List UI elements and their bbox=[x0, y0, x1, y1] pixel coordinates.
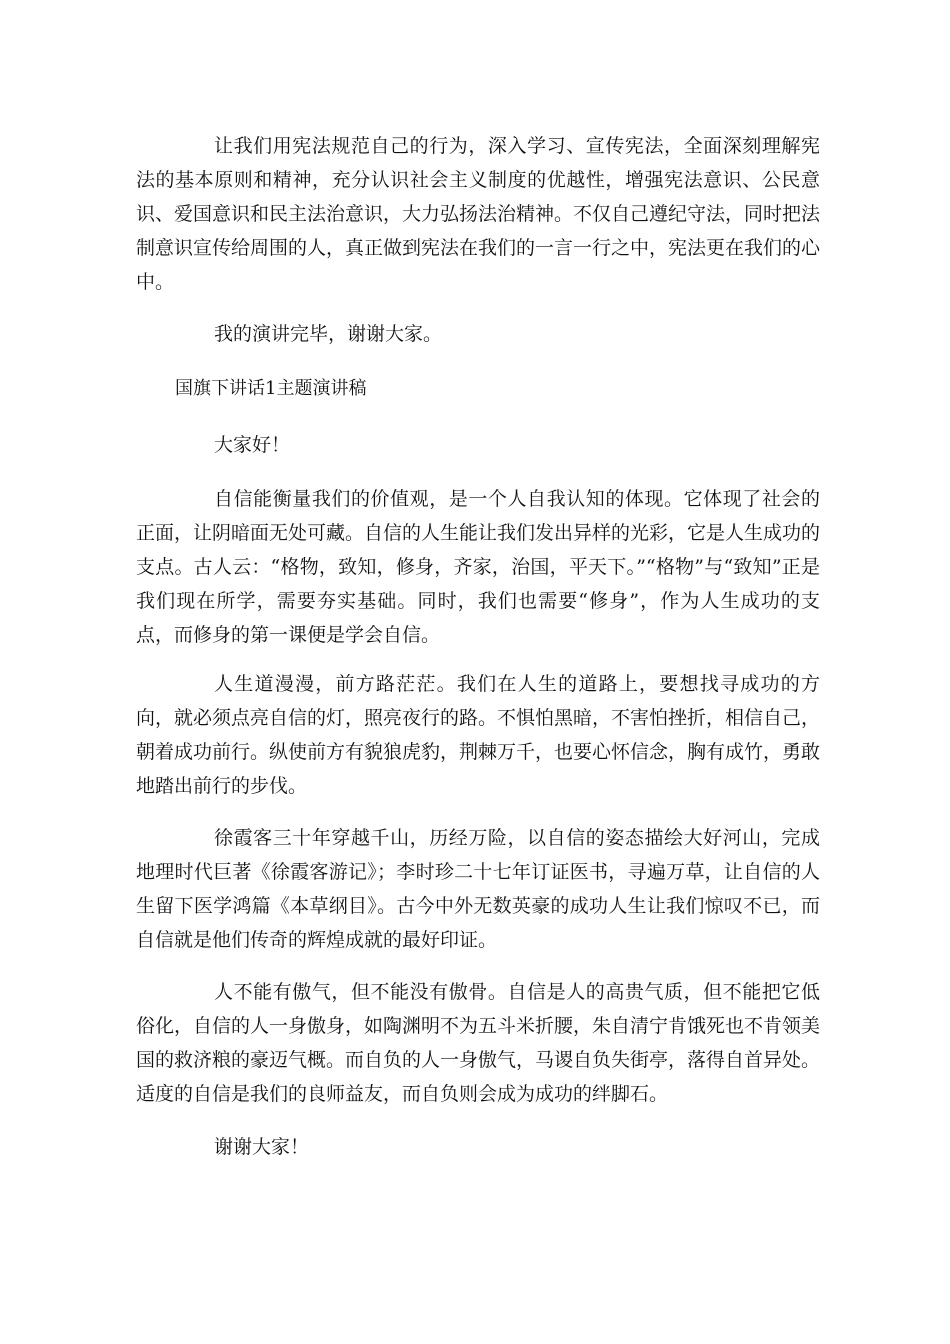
paragraph-pride-and-arrogance: 人不能有傲气，但不能没有傲骨。自信是人的高贵气质，但不能把它低俗化，自信的人一身傲身，如陶渊明不为五斗米折腰，朱自清宁肯饿死也不肯领美国的救济粮的豪迈气概。而自负的人一身傲气，马谡自负失街亭，落得自首异处。适度的自信是我们的良师益友，而自负则会成为成功的绊脚石。 bbox=[136, 981, 821, 1105]
paragraph-constitution: 让我们用宪法规范自己的行为，深入学习、宣传宪法，全面深刻理解宪法的基本原则和精神，充分认识社会主义制度的优越性，增强宪法意识、公民意识、爱国意识和民主法治意识，大力弘扬法治精神。不仅自己遵纪守法，同时把法制意识宣传给周围的人，真正做到宪法在我们的一言一行之中，宪法更在我们的心中。 bbox=[136, 135, 821, 293]
paragraph-speech-end: 我的演讲完毕，谢谢大家。 bbox=[214, 323, 443, 345]
paragraph-confidence-intro: 自信能衡量我们的价值观，是一个人自我认知的体现。它体现了社会的正面，让阴暗面无处可藏。自信的人生能让我们发出异样的光彩，它是人生成功的支点。古人云：“格物，致知，修身，齐家，治国，平天下。”“格物”与“致知”正是我们现在所学，需要夯实基础。同时，我们也需要“修身”，作为人生成功的支点，而修身的第一课便是学会自信。 bbox=[136, 488, 821, 646]
paragraph-historical-figures: 徐霞客三十年穿越千山，历经万险，以自信的姿态描绘大好河山，完成地理时代巨著《徐霞客游记》；李时珍二十七年订证医书，寻遍万草，让自信的人生留下医学鸿篇《本草纲目》。古今中外无数英豪的成功人生让我们惊叹不已，而自信就是他们传奇的辉煌成就的最好印证。 bbox=[136, 827, 820, 951]
closing-thanks: 谢谢大家！ bbox=[214, 1136, 310, 1158]
speech-title: 国旗下讲话1主题演讲稿 bbox=[175, 378, 367, 399]
greeting: 大家好！ bbox=[214, 434, 291, 456]
paragraph-life-road: 人生道漫漫，前方路茫茫。我们在人生的道路上，要想找寻成功的方向，就必须点亮自信的灯，照亮夜行的路。不惧怕黑暗，不害怕挫折，相信自己，朝着成功前行。纵使前方有貌狼虎豹，荆棘万千，也要心怀信念，胸有成竹，勇敢地踏出前行的步伐。 bbox=[136, 673, 821, 797]
